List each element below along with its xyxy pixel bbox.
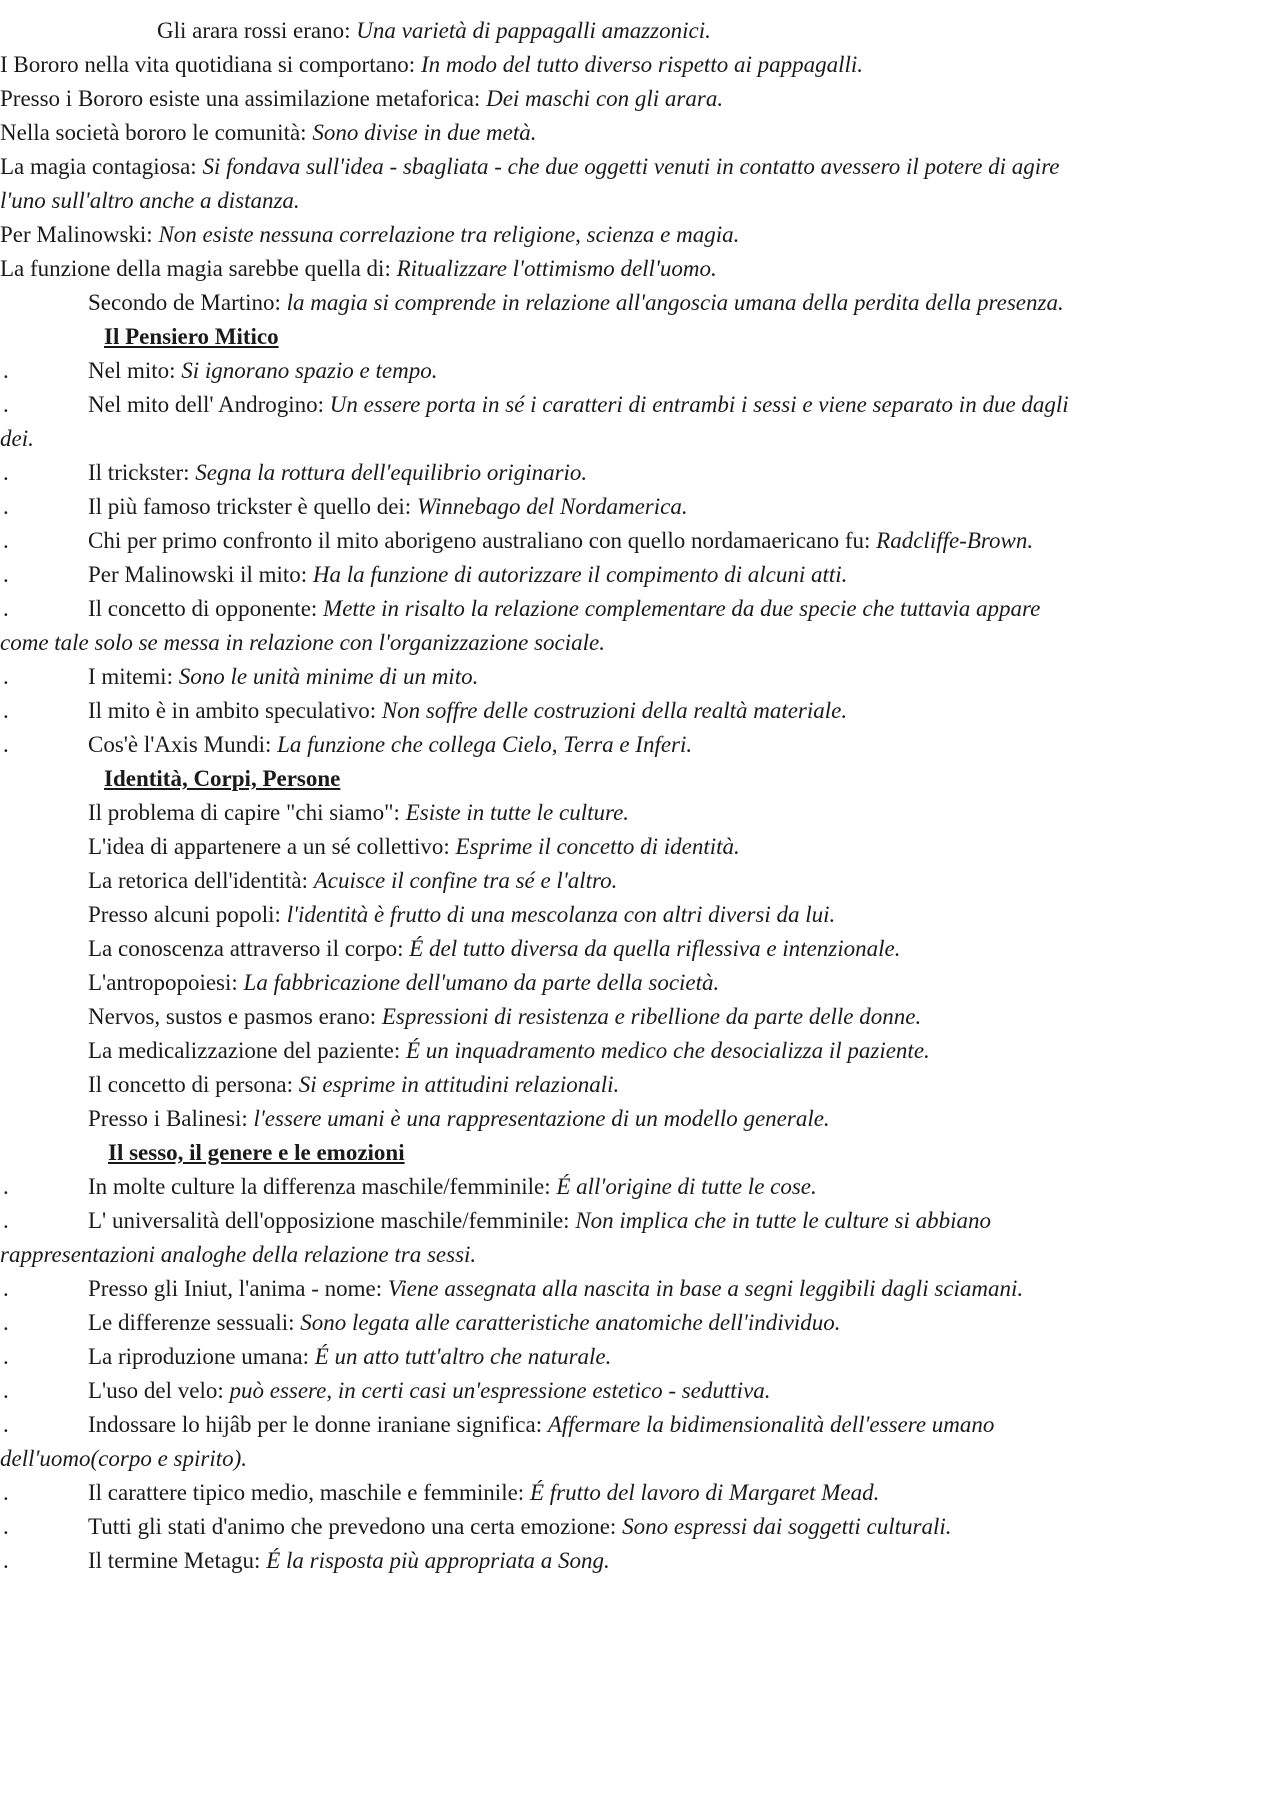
list-item: . I mitemi: Sono le unità minime di un mito.	[0, 660, 1080, 694]
list-item: . Il più famoso trickster è quello dei: Winnebago del Nordamerica.	[0, 490, 1080, 524]
list-item: L'antropopoiesi: La fabbricazione dell'umano da parte della società.	[88, 970, 720, 995]
bullet-dot-icon: .	[3, 1174, 9, 1199]
section-identita	[0, 796, 1280, 1136]
list-item: Presso alcuni popoli: l'identità è frutto di una mescolanza con altri diversi da lui.	[88, 902, 836, 927]
section-sesso-genere	[0, 1170, 1280, 1578]
bullet-dot-icon: .	[3, 460, 9, 485]
list-item: L'idea di appartenere a un sé collettivo: Esprime il concetto di identità.	[88, 834, 740, 859]
list-item: Secondo de Martino: la magia si comprende in relazione all'angoscia umana della perdita della presenza.	[88, 290, 1064, 315]
section-pensiero-mitico	[0, 354, 1280, 762]
bullet-dot-icon: .	[3, 562, 9, 587]
list-item: La conoscenza attraverso il corpo: É del tutto diversa da quella riflessiva e intenzionale.	[88, 936, 901, 961]
list-item: . Presso gli Iniut, l'anima - nome: Viene assegnata alla nascita in base a segni leggibili dagli sciamani.	[0, 1272, 1080, 1306]
bullet-dot-icon: .	[3, 528, 9, 553]
section-heading: Il Pensiero Mitico	[104, 324, 279, 349]
bullet-dot-icon: .	[3, 1514, 9, 1539]
list-item: . Il concetto di opponente: Mette in risalto la relazione complementare da due specie che tuttavia appare come tale solo se messa in relazione con l'organizzazione sociale.	[0, 592, 1080, 660]
list-item: . La riproduzione umana: É un atto tutt'altro che naturale.	[0, 1340, 1080, 1374]
list-item: Presso i Balinesi: l'essere umani è una rappresentazione di un modello generale.	[88, 1106, 830, 1131]
list-item: . L'uso del velo: può essere, in certi casi un'espressione estetico - seduttiva.	[0, 1374, 1080, 1408]
bullet-dot-icon: .	[3, 392, 9, 417]
list-item: . Il carattere tipico medio, maschile e femminile: É frutto del lavoro di Margaret Mead.	[0, 1476, 1080, 1510]
list-item: La retorica dell'identità: Acuisce il confine tra sé e l'altro.	[88, 868, 618, 893]
list-item: Gli arara rossi erano: Una varietà di pappagalli amazzonici.	[157, 18, 711, 43]
bullet-dot-icon: .	[3, 1480, 9, 1505]
intro-block	[0, 14, 1280, 320]
bullet-dot-icon: .	[3, 494, 9, 519]
list-item: . Il trickster: Segna la rottura dell'equilibrio originario.	[0, 456, 1080, 490]
list-item: . Le differenze sessuali: Sono legata alle caratteristiche anatomiche dell'individuo.	[0, 1306, 1080, 1340]
bullet-dot-icon: .	[3, 1548, 9, 1573]
list-item: Per Malinowski: Non esiste nessuna correlazione tra religione, scienza e magia.	[0, 222, 740, 247]
list-item: Nervos, sustos e pasmos erano: Espressioni di resistenza e ribellione da parte delle donne.	[88, 1004, 922, 1029]
list-item: . Cos'è l'Axis Mundi: La funzione che collega Cielo, Terra e Inferi.	[0, 728, 1080, 762]
bullet-dot-icon: .	[3, 698, 9, 723]
list-item: . Per Malinowski il mito: Ha la funzione di autorizzare il compimento di alcuni atti.	[0, 558, 1080, 592]
bullet-dot-icon: .	[3, 1208, 9, 1233]
section-heading: Il sesso, il genere e le emozioni	[108, 1140, 405, 1165]
list-item: . Nel mito dell' Androgino: Un essere porta in sé i caratteri di entrambi i sessi e viene separato in due dagli dei.	[0, 388, 1080, 456]
list-item: . L' universalità dell'opposizione maschile/femminile: Non implica che in tutte le culture si abbiano rappresentazioni analoghe della relazione tra sessi.	[0, 1204, 1080, 1272]
list-item: . Il termine Metagu: É la risposta più appropriata a Song.	[0, 1544, 1080, 1578]
bullet-dot-icon: .	[3, 664, 9, 689]
bullet-dot-icon: .	[3, 358, 9, 383]
list-item: La funzione della magia sarebbe quella di: Ritualizzare l'ottimismo dell'uomo.	[0, 256, 717, 281]
list-item: Il concetto di persona: Si esprime in attitudini relazionali.	[88, 1072, 620, 1097]
list-item: . Indossare lo hijâb per le donne iraniane significa: Affermare la bidimensionalità dell'essere umano dell'uomo(corpo e spirito).	[0, 1408, 1080, 1476]
list-item: . Il mito è in ambito speculativo: Non soffre delle costruzioni della realtà materiale.	[0, 694, 1080, 728]
list-item: . Nel mito: Si ignorano spazio e tempo.	[0, 354, 1080, 388]
list-item: . Chi per primo confronto il mito aborigeno australiano con quello nordamaericano fu: Radcliffe-Brown.	[0, 524, 1080, 558]
list-item: La magia contagiosa: Si fondava sull'idea - sbagliata - che due oggetti venuti in contatto avessero il potere di agire l'uno sull'altro anche a distanza.	[0, 154, 1060, 213]
bullet-dot-icon: .	[3, 1344, 9, 1369]
list-item: I Bororo nella vita quotidiana si comportano: In modo del tutto diverso rispetto ai pappagalli.	[0, 52, 864, 77]
list-item: Nella società bororo le comunità: Sono divise in due metà.	[0, 120, 537, 145]
bullet-dot-icon: .	[3, 596, 9, 621]
section-heading: Identità, Corpi, Persone	[104, 766, 341, 791]
list-item: La medicalizzazione del paziente: É un inquadramento medico che desocializza il paziente.	[88, 1038, 930, 1063]
bullet-dot-icon: .	[3, 732, 9, 757]
list-item: Il problema di capire "chi siamo": Esiste in tutte le culture.	[88, 800, 630, 825]
bullet-dot-icon: .	[3, 1378, 9, 1403]
bullet-dot-icon: .	[3, 1276, 9, 1301]
list-item: . Tutti gli stati d'animo che prevedono una certa emozione: Sono espressi dai soggetti culturali.	[0, 1510, 1080, 1544]
list-item: . In molte culture la differenza maschile/femminile: É all'origine di tutte le cose.	[0, 1170, 1080, 1204]
bullet-dot-icon: .	[3, 1310, 9, 1335]
list-item: Presso i Bororo esiste una assimilazione metaforica: Dei maschi con gli arara.	[0, 86, 724, 111]
bullet-dot-icon: .	[3, 1412, 9, 1437]
